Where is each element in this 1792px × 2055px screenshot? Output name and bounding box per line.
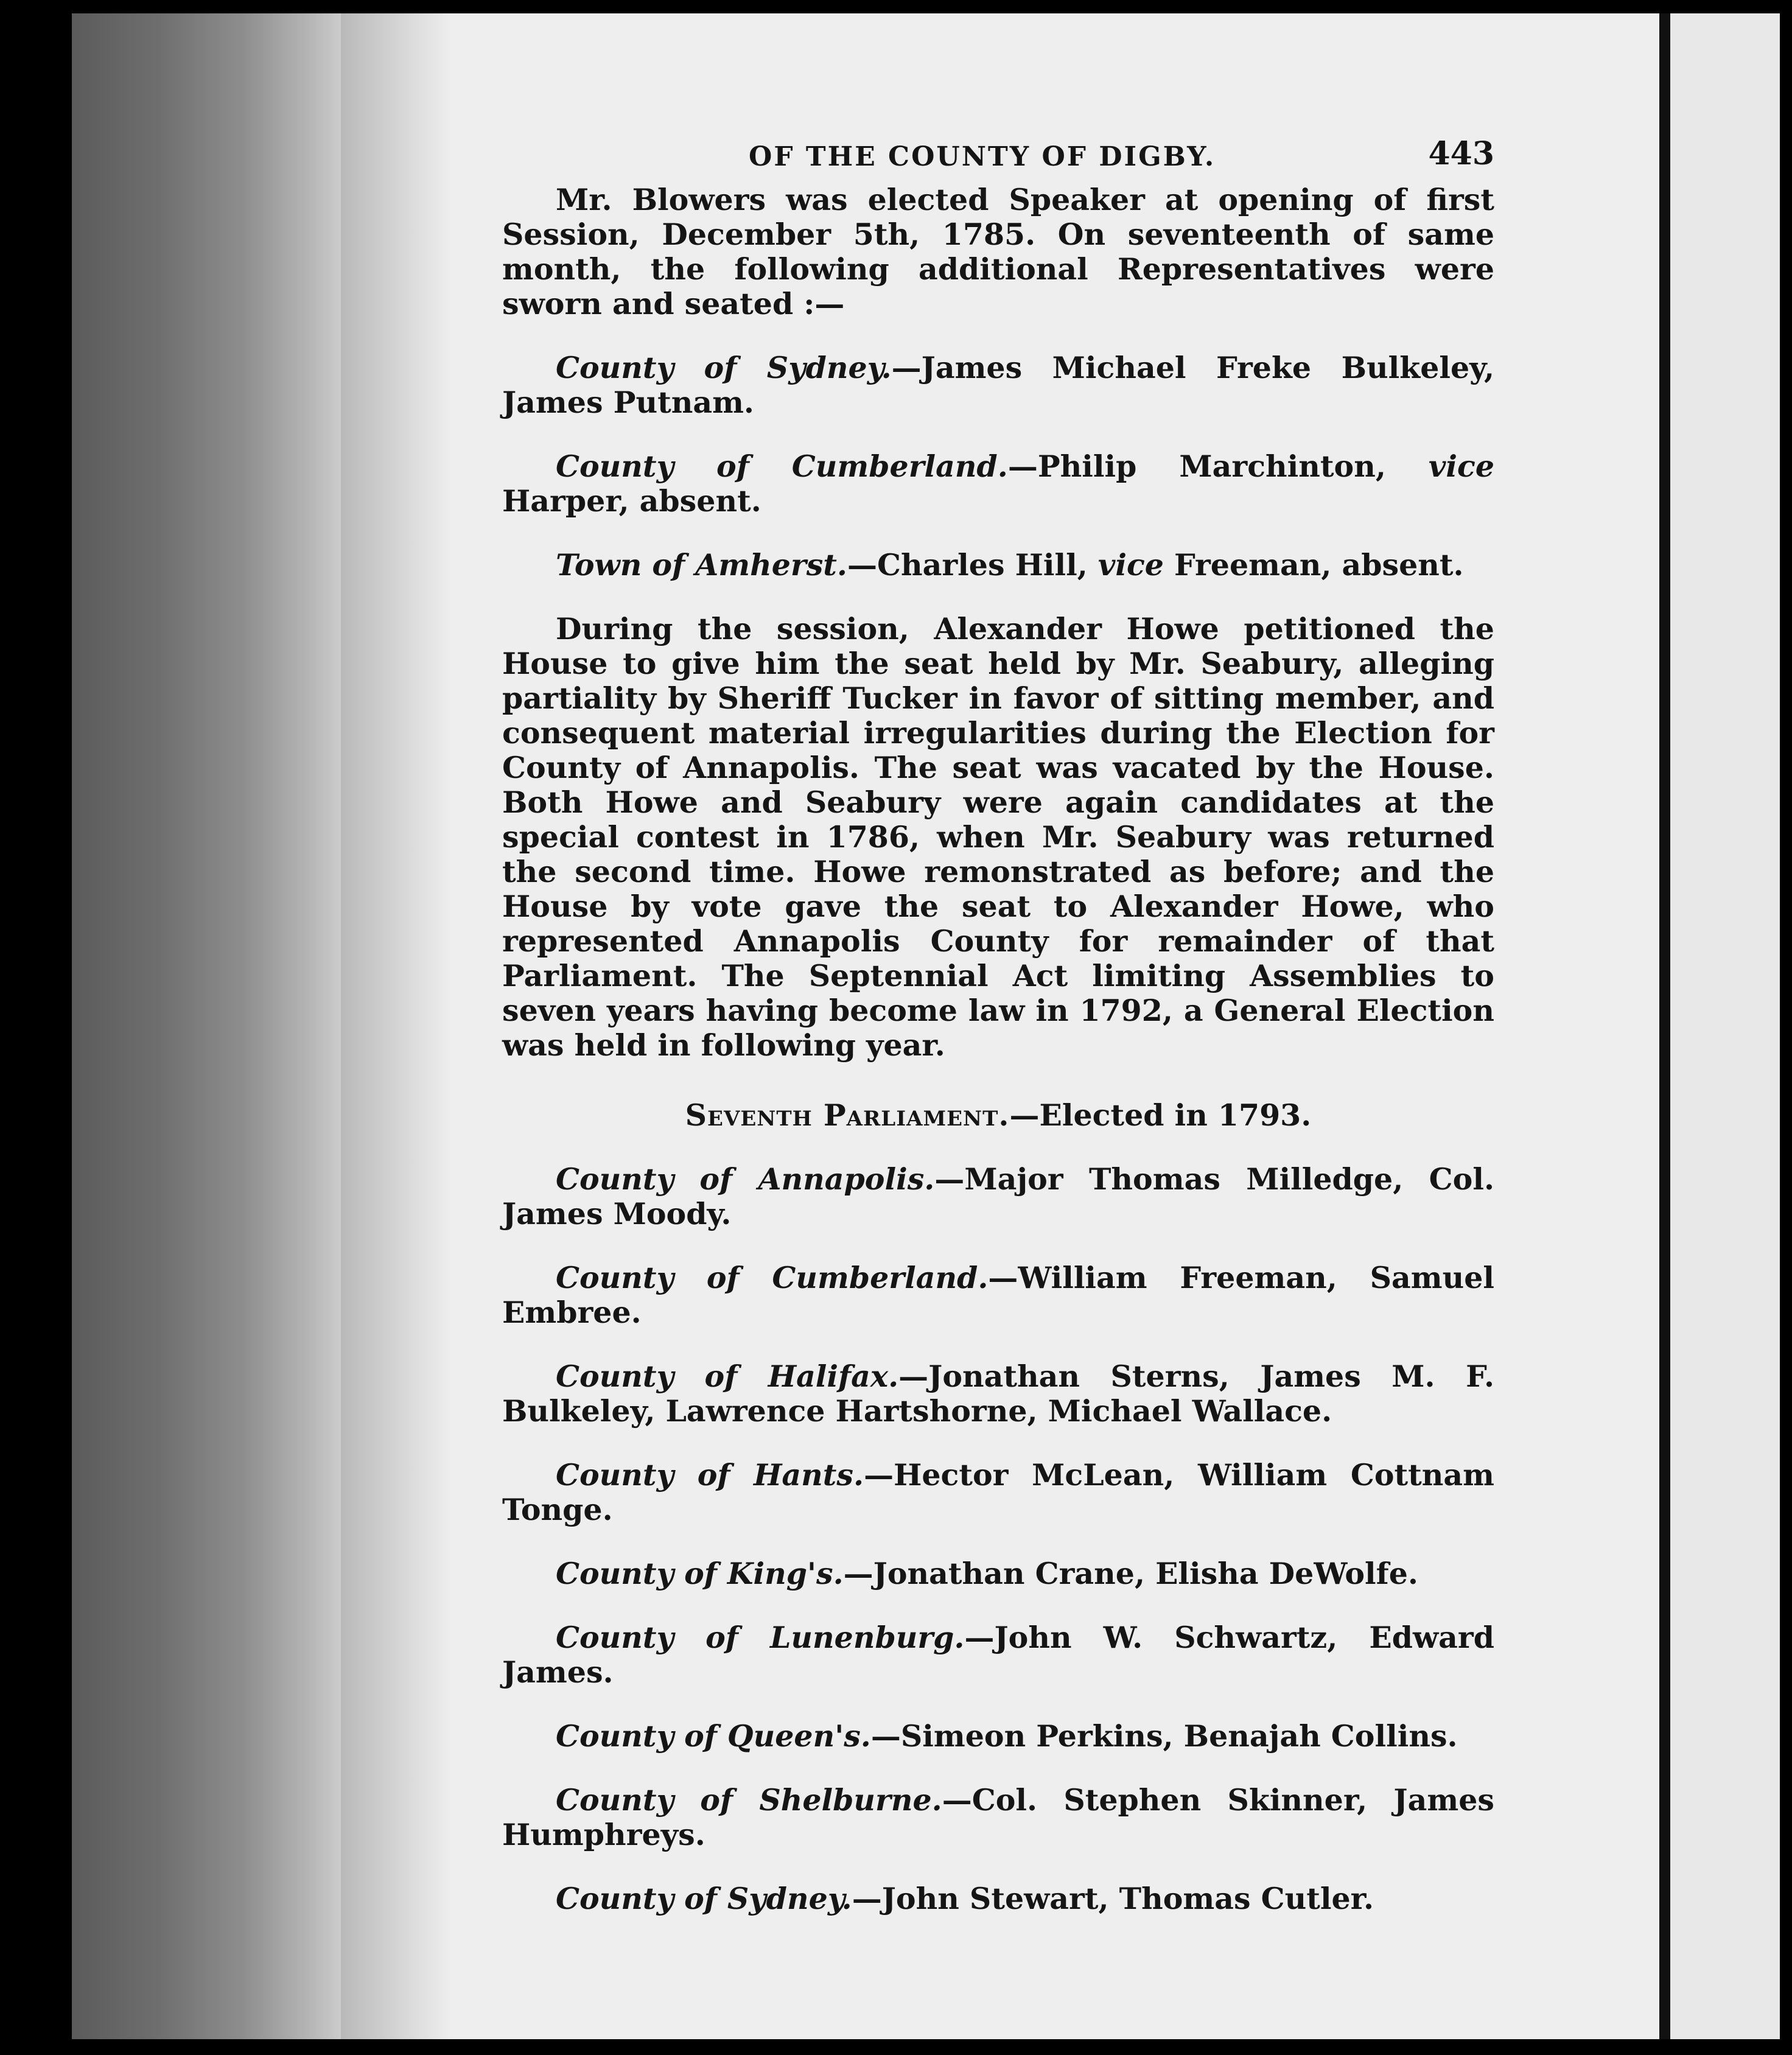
member-names: —Jonathan Sterns, James M. F. Bulkeley, Lawrence Hartshorne, Michael Wallace. [502,1359,1495,1429]
member-entry [502,351,1494,420]
member-entry [502,1261,1494,1330]
constituency: County of Shelburne. [556,1782,942,1818]
book-page-edge [72,13,358,2039]
right-margin [1670,13,1780,2039]
constituency: County of Lunenburg. [556,1620,965,1655]
member-entry [502,1620,1494,1690]
section-title: Seventh Parliament. [685,1098,1010,1133]
member-names: —Jonathan Crane, Elisha DeWolfe. [843,1556,1418,1591]
member-entry [502,1783,1494,1852]
constituency: County of Hants. [556,1457,864,1493]
constituency: County of Cumberland. [556,449,1008,484]
section-subtitle: —Elected in 1793. [1009,1098,1312,1133]
member-entry [502,1719,1494,1754]
section-heading [502,1098,1494,1133]
page-text [502,128,1494,1916]
member-names: —James Michael Freke Bulkeley, James Putnam. [502,350,1495,420]
member-names-rest: Harper, absent. [502,483,761,519]
constituency: County of Queen's. [556,1718,871,1754]
member-names-rest: Freeman, absent. [1163,547,1464,583]
constituency: County of Halifax. [556,1359,899,1394]
member-names: —William Freeman, Samuel Embree. [502,1260,1494,1330]
member-entry [502,449,1494,519]
intro-paragraph: Mr. Blowers was elected Speaker at opening of first Session, December 5th, 1785. On seventeenth of same month, the following additional Representatives were sworn and seated :— [502,182,1494,321]
member-names: —John W. Schwartz, Edward James. [502,1620,1495,1690]
member-entry [502,1458,1494,1527]
narrative-paragraph: During the session, Alexander Howe petitioned the House to give him the seat held by Mr. Seabury, alleging partiality by Sheriff Tucker in favor of sitting member, and consequent material irregularities during the Election for County of Annapolis. The seat was vacated by the House. Both Howe and Seabury were again candidates at the special contest in 1786, when Mr. Seabury was returned the second time. Howe remonstrated as before; and the House by vote gave the seat to Alexander Howe, who represented Annapolis County for remainder of that Parliament. The Septennial Act limiting Assemblies to seven years having become law in 1792, a General Election was held in following year. [502,611,1494,1063]
constituency: County of Annapolis. [556,1161,935,1197]
member-entry [502,1556,1494,1591]
constituency: Town of Amherst. [556,547,847,583]
member-names: —John Stewart, Thomas Cutler. [852,1881,1374,1916]
member-names: —Charles Hill, [847,547,1098,583]
gutter-shadow [341,13,450,2039]
constituency: County of Cumberland. [556,1260,989,1295]
vice-word: vice [1097,547,1164,583]
running-header [749,128,1494,183]
member-entry [502,1359,1494,1429]
member-names: —Major Thomas Milledge, Col. James Moody. [502,1161,1495,1231]
member-names: —Col. Stephen Skinner, James Humphreys. [502,1782,1494,1852]
member-entry [502,1162,1494,1231]
member-entry [502,548,1494,583]
member-names: —Philip Marchinton, [1007,449,1429,484]
member-names: —Simeon Perkins, Benajah Collins. [870,1718,1458,1754]
member-names: —Hector McLean, William Cottnam Tonge. [502,1457,1494,1527]
constituency: County of King's. [556,1556,844,1591]
constituency: County of Sydney. [556,350,892,385]
vice-word: vice [1428,449,1495,484]
member-entry [502,1882,1494,1916]
page-number: 443 [1428,135,1494,172]
running-title: OF THE COUNTY OF DIGBY. [749,141,1216,172]
constituency: County of Sydney. [556,1881,852,1916]
page-edge-rule [1659,13,1670,2039]
